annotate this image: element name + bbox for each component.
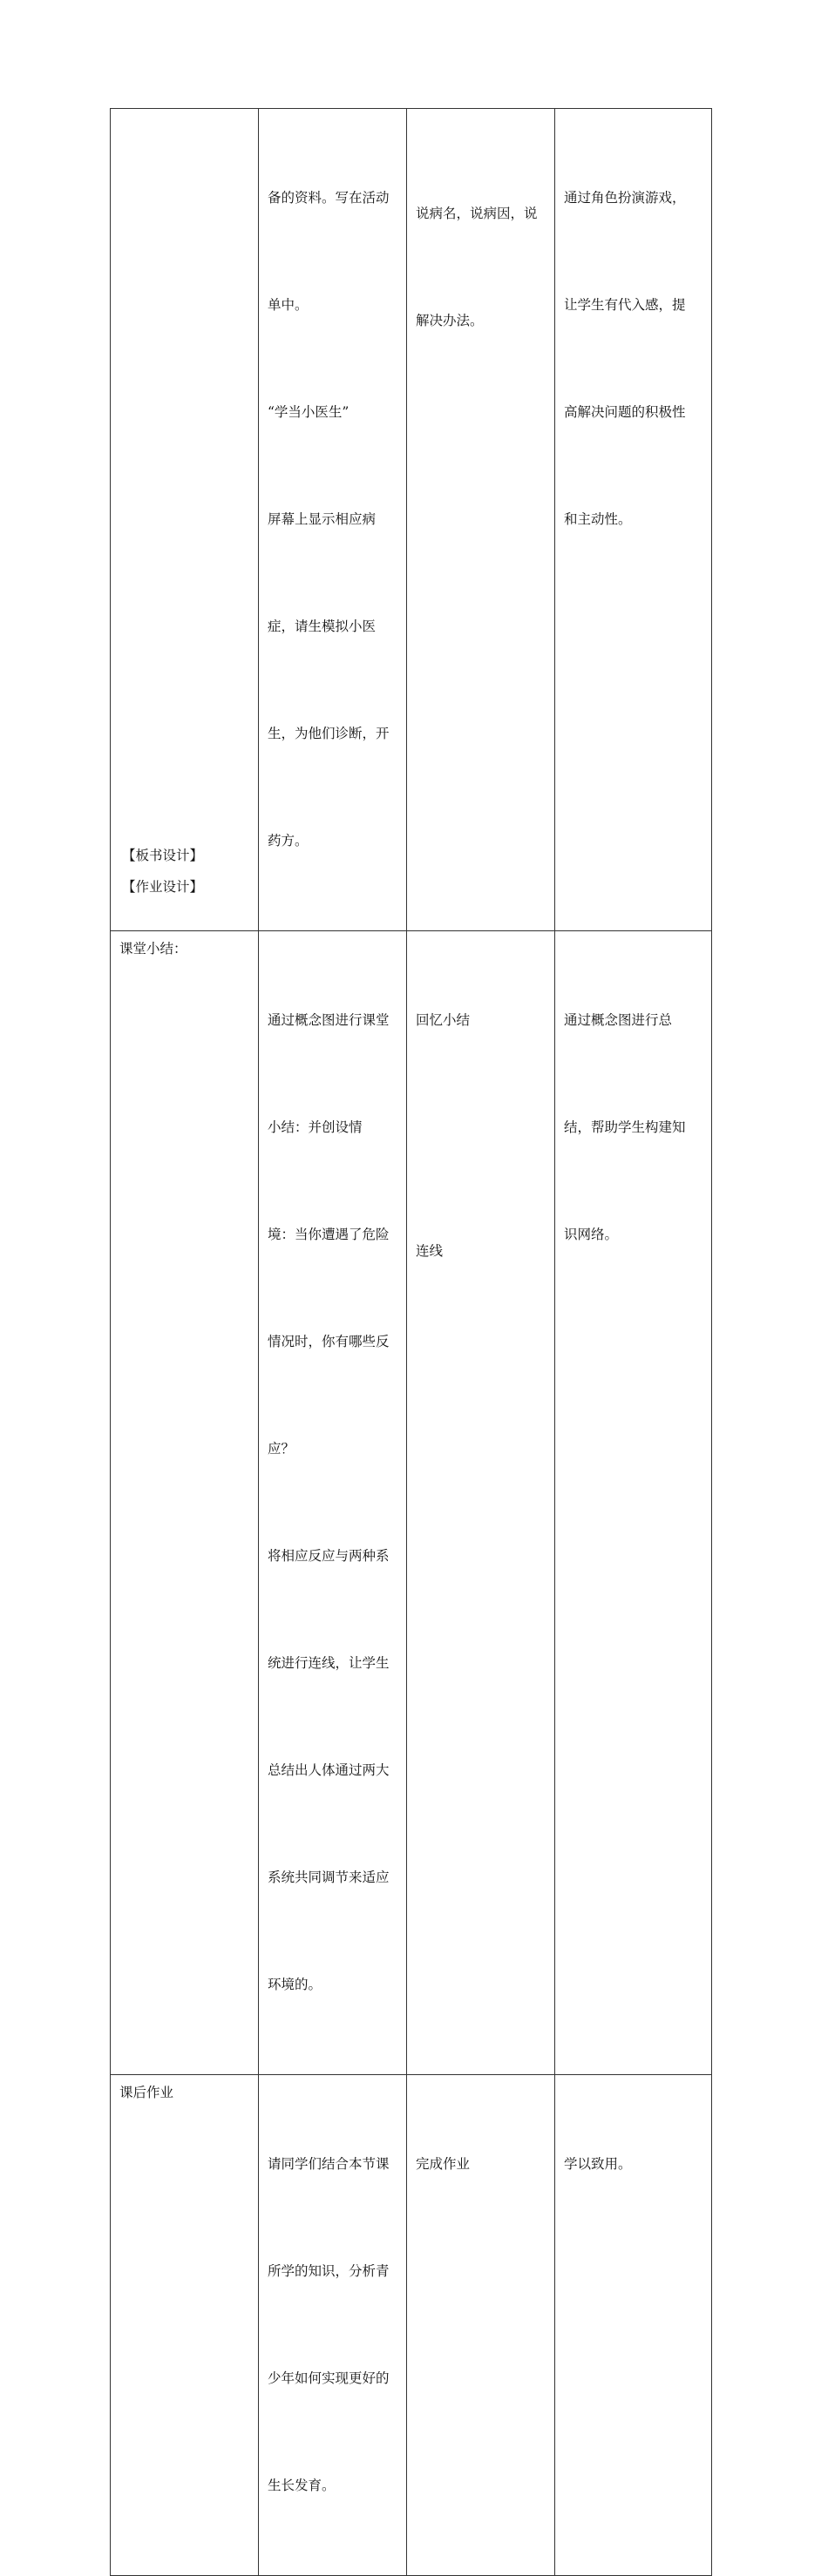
table-row xyxy=(111,931,712,2075)
text-line xyxy=(416,1110,546,1146)
table-row xyxy=(111,109,712,931)
text-line: 结，帮助学生构建知 xyxy=(564,1119,686,1135)
student-activity-cell xyxy=(407,2075,555,2576)
text-line: 识网络。 xyxy=(564,1227,619,1242)
text-line: 药方。 xyxy=(268,833,309,849)
text-line: 说病名，说病因，说 xyxy=(416,206,538,221)
board-design-heading: 【板书设计】 xyxy=(122,848,204,863)
lesson-plan-table xyxy=(110,108,712,2576)
design-intent-cell xyxy=(555,109,712,931)
text-line: 少年如何实现更好的 xyxy=(268,2370,390,2386)
design-intent-cell xyxy=(555,2075,712,2576)
text-line: 系统共同调节来适应 xyxy=(268,1869,390,1885)
text-line: 境：当你遭遇了危险 xyxy=(268,1227,390,1242)
table-row xyxy=(111,2075,712,2576)
text-line: 单中。 xyxy=(268,297,309,313)
text-line: 备的资料。写在活动 xyxy=(268,190,390,206)
stage-cell xyxy=(111,109,259,931)
teacher-activity-cell xyxy=(259,109,407,931)
text-line: 统进行连线，让学生 xyxy=(268,1655,390,1671)
stage-label: 课后作业 xyxy=(119,2085,174,2100)
text-line: 解决办法。 xyxy=(416,313,484,328)
text-line: 环境的。 xyxy=(268,1977,322,1992)
text-line: 屏幕上显示相应病 xyxy=(268,511,377,527)
design-intent-cell xyxy=(555,931,712,2075)
text-line: 总结出人体通过两大 xyxy=(268,1762,390,1778)
text-line: 通过角色扮演游戏， xyxy=(564,190,686,206)
text-line: 应？ xyxy=(268,1441,295,1457)
text-line: 症，请生模拟小医 xyxy=(268,619,377,634)
text-line: 连线 xyxy=(416,1243,444,1259)
homework-design-heading: 【作业设计】 xyxy=(122,879,204,895)
text-line: 生长发育。 xyxy=(268,2478,336,2493)
stage-label: 课堂小结： xyxy=(119,941,187,957)
text-line: 完成作业 xyxy=(416,2156,471,2172)
teacher-activity-cell xyxy=(259,2075,407,2576)
stage-cell xyxy=(111,2075,259,2576)
text-line: 高解决问题的积极性 xyxy=(564,404,686,420)
text-line: 生，为他们诊断，开 xyxy=(268,726,390,741)
text-line: 将相应反应与两种系 xyxy=(268,1548,390,1564)
text-line: 请同学们结合本节课 xyxy=(268,2156,390,2172)
text-line: 所学的知识，分析青 xyxy=(268,2263,390,2279)
text-line: 和主动性。 xyxy=(564,511,632,527)
text-line: 回忆小结 xyxy=(416,1012,471,1028)
text-line: 通过概念图进行课堂 xyxy=(268,1012,390,1028)
stage-cell xyxy=(111,931,259,2075)
student-activity-cell xyxy=(407,931,555,2075)
text-line: 通过概念图进行总 xyxy=(564,1012,673,1028)
text-line: 小结：并创设情 xyxy=(268,1119,363,1135)
text-line: 让学生有代入感，提 xyxy=(564,297,686,313)
student-activity-cell xyxy=(407,109,555,931)
teacher-activity-cell xyxy=(259,931,407,2075)
text-line: 情况时，你有哪些反 xyxy=(268,1334,390,1349)
text-line: 学以致用。 xyxy=(564,2156,632,2172)
text-line: “学当小医生” xyxy=(268,404,350,420)
